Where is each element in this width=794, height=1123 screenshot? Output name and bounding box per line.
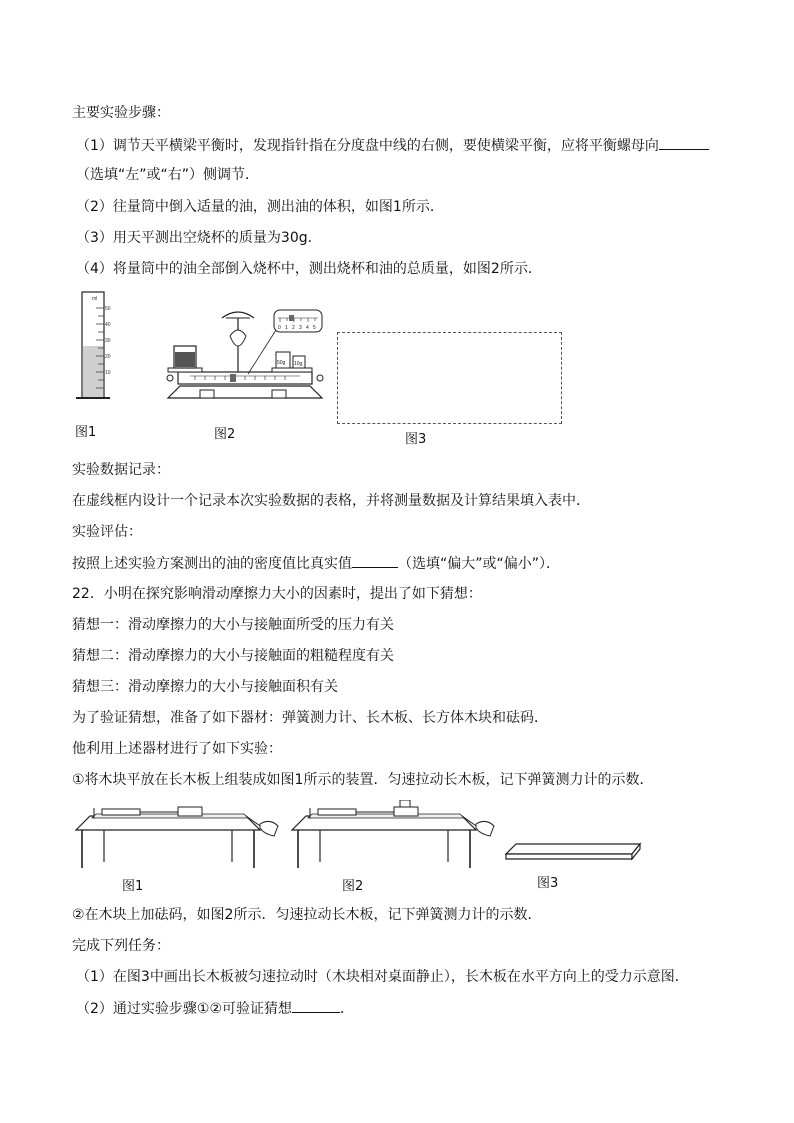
friction-setup-fig2 [290, 800, 500, 870]
guess-3: 猜想三：滑动摩擦力的大小与接触面积有关 [72, 679, 338, 695]
step-2-text: （2）往量筒中倒入适量的油，测出油的体积，如图1所示． [76, 199, 444, 215]
experiment-intro: 他利用上述器材进行了如下实验： [72, 741, 282, 757]
weight-10g-label: 10g [294, 361, 303, 367]
balance-figure [160, 306, 330, 406]
task-2-line [76, 998, 354, 1019]
guess-1: 猜想一：滑动摩擦力的大小与接触面所受的压力有关 [72, 617, 394, 633]
beam-scale-1: 1 [285, 325, 288, 331]
task-2-text: （2）通过实验步骤①②可验证猜想 [76, 1001, 293, 1017]
tasks-heading: 完成下列任务： [72, 938, 170, 954]
experiment-1: ①将木块平放在长木板上组装成如图1所示的装置．匀速拉动长木板，记下弹簧测力计的示数． [72, 772, 654, 788]
fig1-caption: 图1 [75, 425, 97, 440]
data-heading: 实验数据记录： [72, 462, 170, 478]
step-1-text: （1）调节天平横梁平衡时，发现指针指在分度盘中线的右侧，要使横梁平衡，应将平衡螺母向 [76, 138, 659, 154]
answer-blank-3[interactable] [292, 998, 340, 1013]
beam-scale-2: 2 [292, 325, 295, 331]
answer-blank-2[interactable] [352, 553, 398, 568]
cylinder-unit: ml [92, 296, 98, 302]
step-1-continuation: （选填“左”或“右”）侧调节． [76, 167, 260, 183]
step-4-text: （4）将量筒中的油全部倒入烧杯中，测出烧杯和油的总质量，如图2所示． [76, 261, 542, 277]
steps-heading: 主要实验步骤： [72, 105, 170, 121]
table-draw-box[interactable] [337, 332, 562, 424]
eval-text-tail: （选填“偏大”或“偏小”）． [398, 556, 561, 572]
task-1: （1）在图3中画出长木板被匀速拉动时（木块相对桌面静止），长木板在水平方向上的受力示意图． [76, 969, 689, 985]
cylinder-tick-30: 30 [105, 338, 111, 344]
friction-fig3-caption: 图3 [537, 876, 559, 891]
q22-intro: 22．小明在探究影响滑动摩擦力大小的因素时，提出了如下猜想： [72, 586, 482, 602]
long-board-fig3[interactable] [504, 840, 644, 864]
eval-heading: 实验评估： [72, 524, 142, 540]
cylinder-tick-20: 20 [105, 354, 111, 360]
graduated-cylinder-figure [74, 288, 114, 408]
step-3-text: （3）用天平测出空烧杯的质量为30g． [76, 230, 322, 246]
fig3-caption: 图3 [405, 432, 427, 447]
cylinder-tick-50: 50 [105, 306, 111, 312]
fig2-caption: 图2 [214, 427, 236, 442]
eval-text: 按照上述实验方案测出的油的密度值比真实值 [72, 556, 352, 572]
step-1-line [76, 135, 709, 156]
weight-50g-label: 50g [277, 360, 286, 366]
cylinder-tick-10: 10 [105, 370, 111, 376]
beam-scale-4: 4 [306, 325, 309, 331]
materials-text: 为了验证猜想，准备了如下器材：弹簧测力计、长木板、长方体木块和砝码． [72, 710, 548, 726]
cylinder-tick-40: 40 [105, 322, 111, 328]
friction-setup-fig1 [74, 804, 284, 870]
friction-fig1-caption: 图1 [122, 879, 144, 894]
data-text: 在虚线框内设计一个记录本次实验数据的表格，并将测量数据及计算结果填入表中． [72, 493, 590, 509]
guess-2: 猜想二：滑动摩擦力的大小与接触面的粗糙程度有关 [72, 648, 394, 664]
eval-line [72, 553, 560, 574]
beam-scale-5: 5 [313, 325, 316, 331]
beam-scale-3: 3 [299, 325, 302, 331]
answer-blank-1[interactable] [659, 135, 709, 150]
friction-fig2-caption: 图2 [342, 879, 364, 894]
beam-scale-0: 0 [278, 325, 281, 331]
experiment-2: ②在木块上加砝码，如图2所示．匀速拉动长木板，记下弹簧测力计的示数． [72, 907, 542, 923]
task-2-tail: ． [340, 1001, 355, 1017]
